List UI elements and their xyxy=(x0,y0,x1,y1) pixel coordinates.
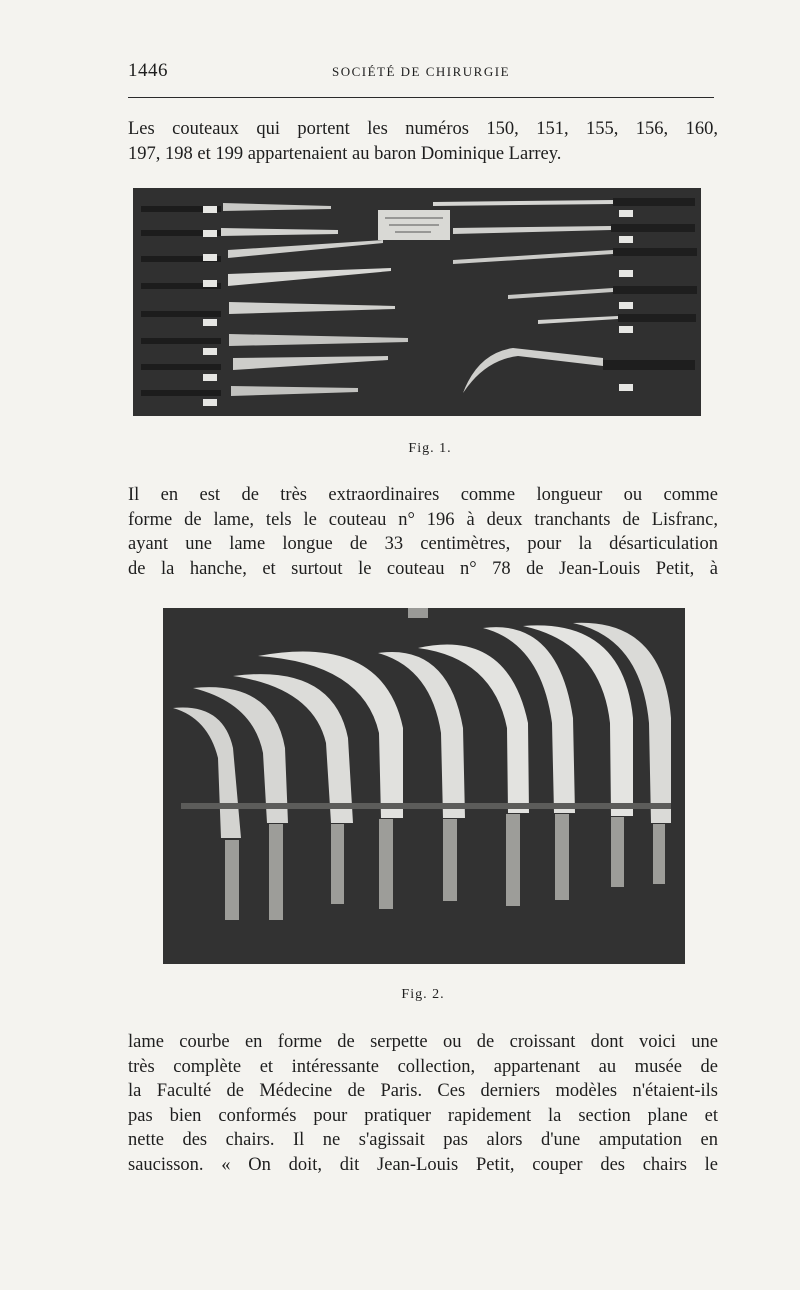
page-number: 1446 xyxy=(128,60,168,81)
text-line: ayant une lame longue de 33 centimètres, pour la désarticulation xyxy=(128,534,718,554)
paragraph-3 xyxy=(128,1030,718,1177)
text-line: nette des chairs. Il ne s'agissait pas alors d'une amputation en xyxy=(128,1130,718,1150)
figure-2-curved-knives-photo xyxy=(163,608,685,964)
figure-1-illustration xyxy=(133,188,701,416)
text-line: lame courbe en forme de serpette ou de croissant dont voici une xyxy=(128,1032,718,1052)
text-line: Les couteaux qui portent les numéros 150, 151, 155, 156, 160, xyxy=(128,119,718,139)
text-line: saucisson. « On doit, dit Jean-Louis Petit, couper des chairs le xyxy=(128,1154,718,1175)
paragraph-2 xyxy=(128,483,718,581)
figure-2-caption: Fig. 2. xyxy=(401,987,445,1002)
text-line: pas bien conformés pour pratiquer rapidement la section plane et xyxy=(128,1105,718,1126)
mounting-bar xyxy=(181,803,671,809)
figure-1-knives-photo xyxy=(133,188,701,416)
header-rule xyxy=(128,97,714,98)
paragraph-1 xyxy=(128,117,718,166)
text-line: de la hanche, et surtout le couteau n° 78 de Jean-Louis Petit, à xyxy=(128,558,718,579)
text-line: la Faculté de Médecine de Paris. Ces derniers modèles n'étaient-ils xyxy=(128,1081,718,1101)
figure-2-illustration xyxy=(163,608,685,964)
figure-1-caption: Fig. 1. xyxy=(408,441,452,456)
text-line: très complète et intéressante collection, appartenant au musée de xyxy=(128,1056,718,1077)
page-header xyxy=(128,58,714,88)
text-line: forme de lame, tels le couteau n° 196 à deux tranchants de Lisfranc, xyxy=(128,509,718,530)
text-line: Il en est de très extraordinaires comme longueur ou comme xyxy=(128,485,718,505)
running-head: SOCIÉTÉ DE CHIRURGIE xyxy=(331,64,511,79)
text-line: 197, 198 et 199 appartenaient au baron Dominique Larrey. xyxy=(128,143,562,164)
